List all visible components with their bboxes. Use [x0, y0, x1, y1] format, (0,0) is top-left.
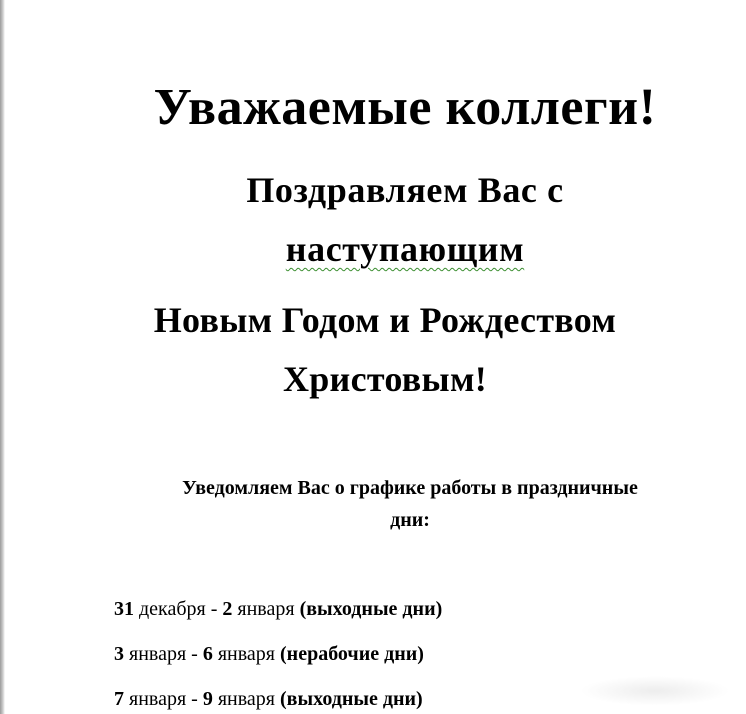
congratulations-line-3: Новым Годом и Рождеством: [153, 300, 617, 340]
day-status: (выходные дни): [299, 598, 443, 620]
end-day: 2: [222, 598, 233, 620]
page-left-edge: [0, 0, 5, 714]
congratulations-line-2: [60, 227, 746, 271]
end-month: января: [217, 643, 276, 665]
range-separator: -: [191, 688, 198, 710]
spellcheck-underlined-word: наступающим: [285, 229, 525, 269]
scan-artifact: [580, 676, 730, 706]
end-month: января: [237, 598, 295, 620]
range-separator: -: [210, 598, 218, 620]
end-day: 6: [202, 643, 213, 665]
range-separator: -: [191, 643, 198, 665]
day-status: (нерабочие дни): [280, 643, 424, 665]
end-day: 9: [202, 688, 213, 710]
schedule-notice-line-1: Уведомляем Вас о графике работы в праздничные: [182, 477, 638, 499]
schedule-item: [114, 597, 442, 621]
congratulations-line-4: Христовым!: [282, 359, 488, 399]
schedule-item: [114, 642, 424, 666]
start-month: января: [129, 643, 187, 665]
congratulations-line-1: Поздравляем Вас с: [246, 170, 564, 210]
end-month: января: [217, 688, 276, 710]
day-status: (выходные дни): [280, 688, 423, 710]
start-month: декабря: [139, 598, 206, 620]
start-day: 31: [114, 598, 134, 620]
schedule-notice-line-2: дни:: [390, 509, 430, 531]
start-day: 7: [114, 688, 124, 710]
start-month: января: [129, 688, 187, 710]
greeting-heading: Уважаемые коллеги!: [153, 79, 657, 136]
schedule-item: [114, 687, 423, 711]
start-day: 3: [114, 643, 124, 665]
